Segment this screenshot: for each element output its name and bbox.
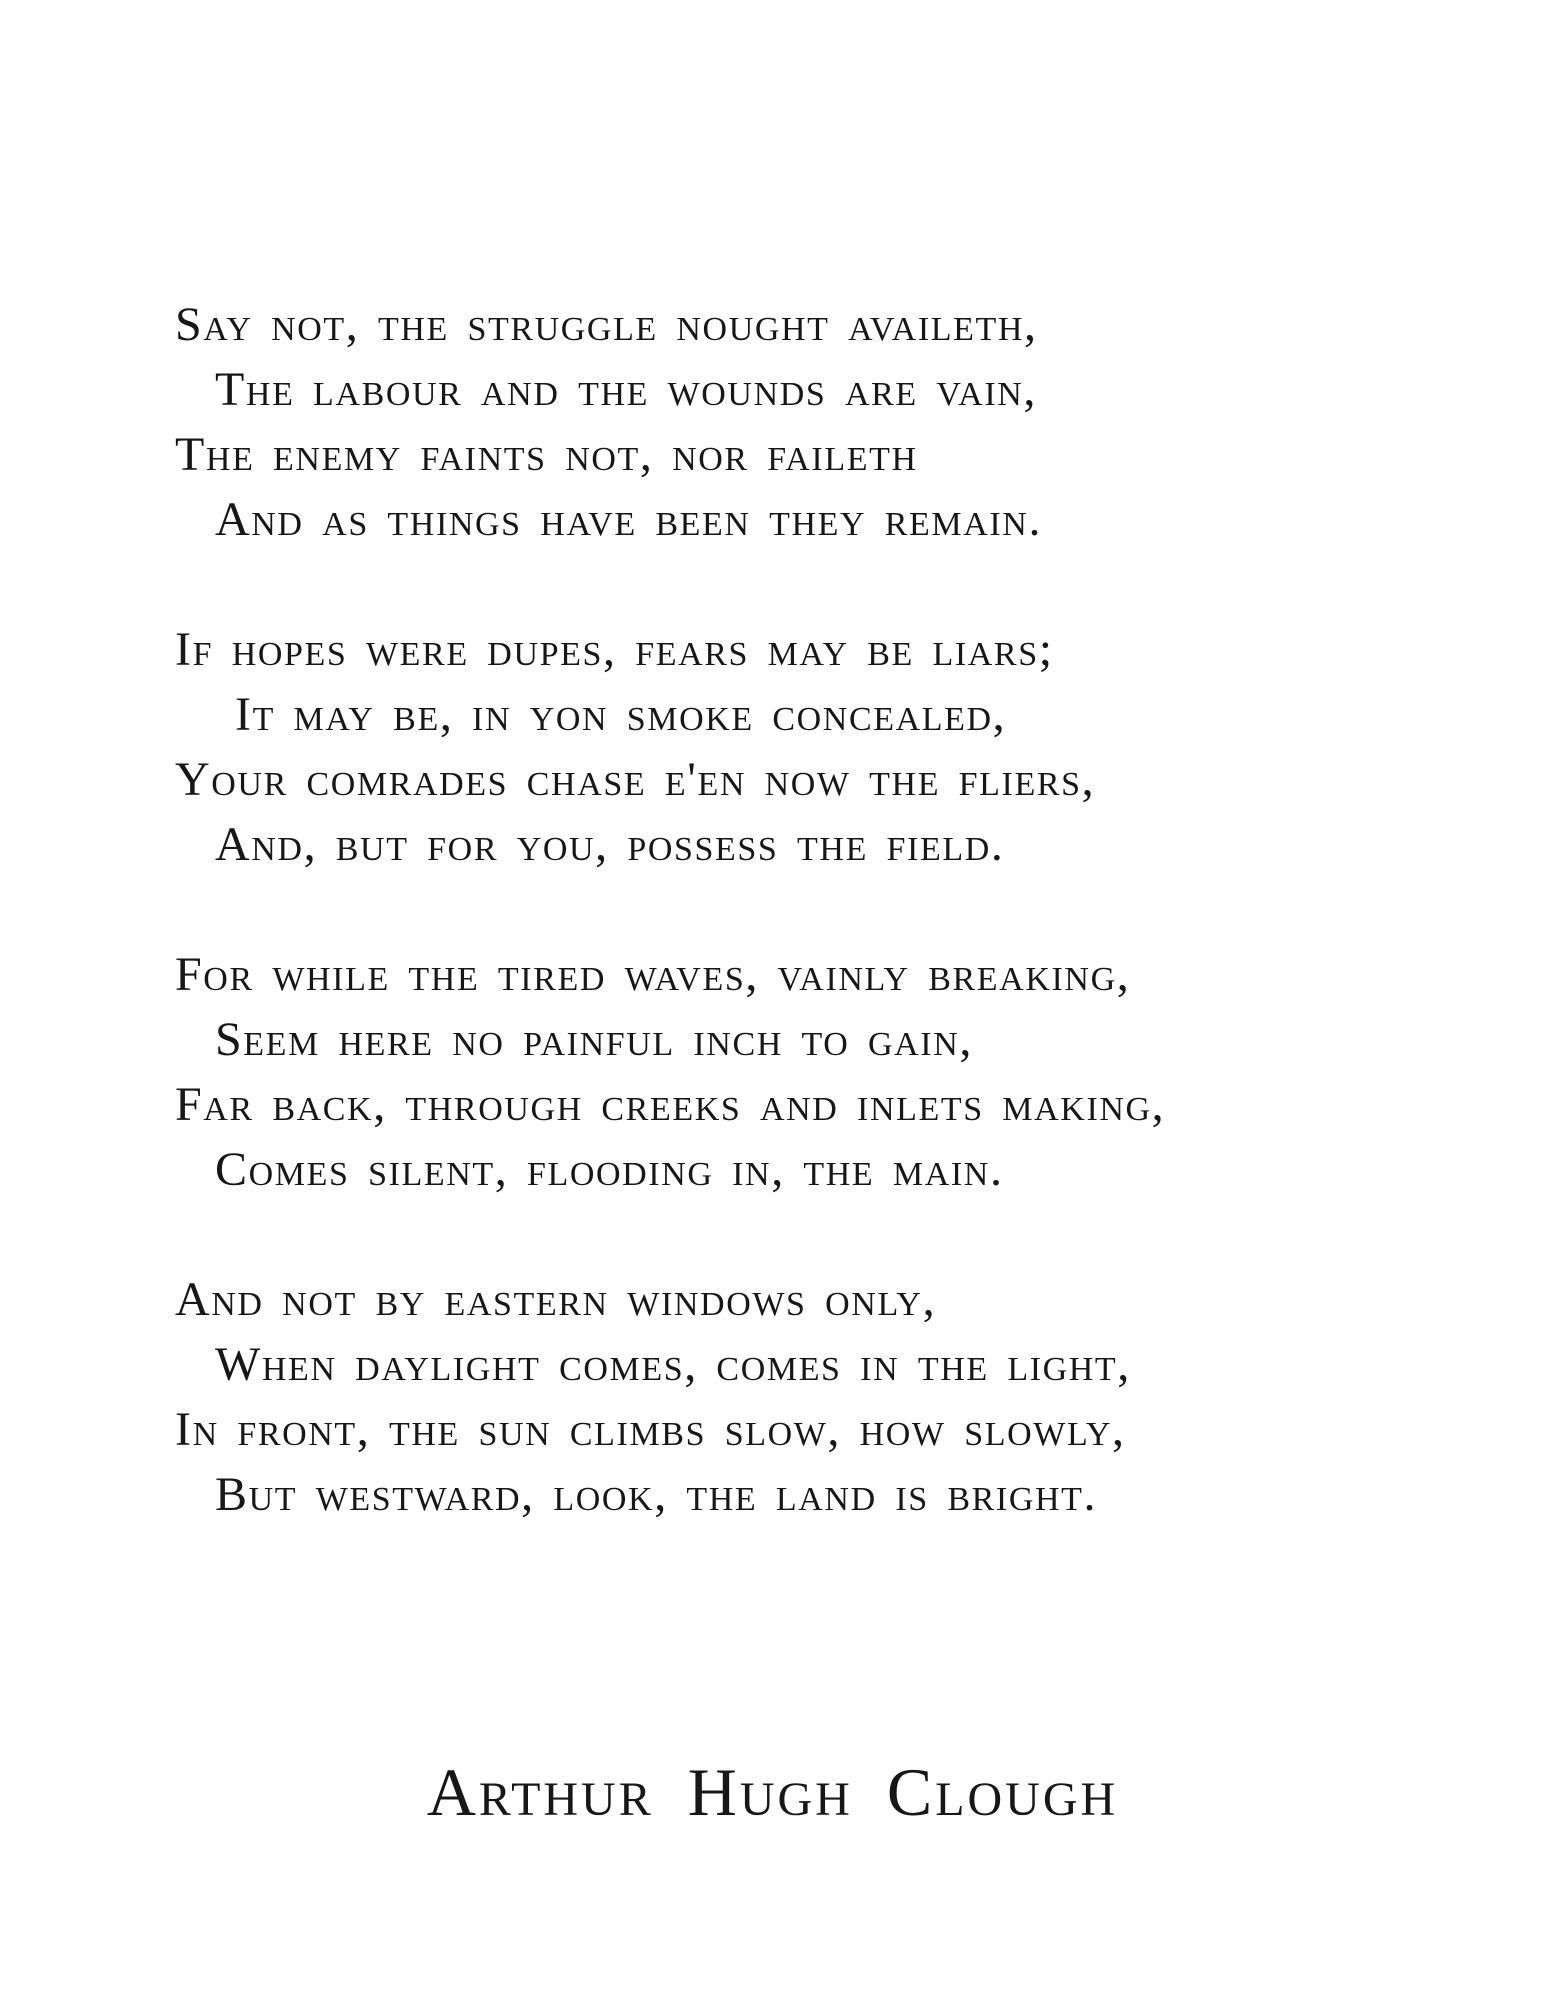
stanza-4 xyxy=(175,1267,1165,1527)
poem-line: It may be, in yon smoke concealed, xyxy=(235,688,1007,741)
poem-line: In front, the sun climbs slow, how slowly, xyxy=(175,1403,1126,1456)
poem-line: And as things have been they remain. xyxy=(215,493,1043,546)
stanza-1 xyxy=(175,292,1165,552)
poem-line: For while the tired waves, vainly breaking, xyxy=(175,948,1131,1001)
stanza-2 xyxy=(175,617,1165,877)
author-name: Arthur Hugh Clough xyxy=(426,1754,1119,1830)
poem-line: And not by eastern windows only, xyxy=(175,1273,937,1326)
stanza-3 xyxy=(175,942,1165,1202)
poem-line: When daylight comes, comes in the light, xyxy=(215,1338,1131,1391)
poem-line: If hopes were dupes, fears may be liars; xyxy=(175,623,1054,676)
poem-line: Far back, through creeks and inlets making, xyxy=(175,1078,1166,1131)
poem-text xyxy=(175,292,1165,1527)
poem-line: The enemy faints not, nor faileth xyxy=(175,428,918,481)
poem-line: Say not, the struggle nought availeth, xyxy=(175,298,1038,351)
poem-line: Comes silent, flooding in, the main. xyxy=(215,1143,1004,1196)
poem-line: Your comrades chase e'en now the fliers, xyxy=(175,753,1096,806)
poem-line: The labour and the wounds are vain, xyxy=(215,363,1037,416)
poem-line: And, but for you, possess the field. xyxy=(215,818,1005,871)
poem-line: But westward, look, the land is bright. xyxy=(215,1468,1098,1521)
poem-line: Seem here no painful inch to gain, xyxy=(215,1013,973,1066)
